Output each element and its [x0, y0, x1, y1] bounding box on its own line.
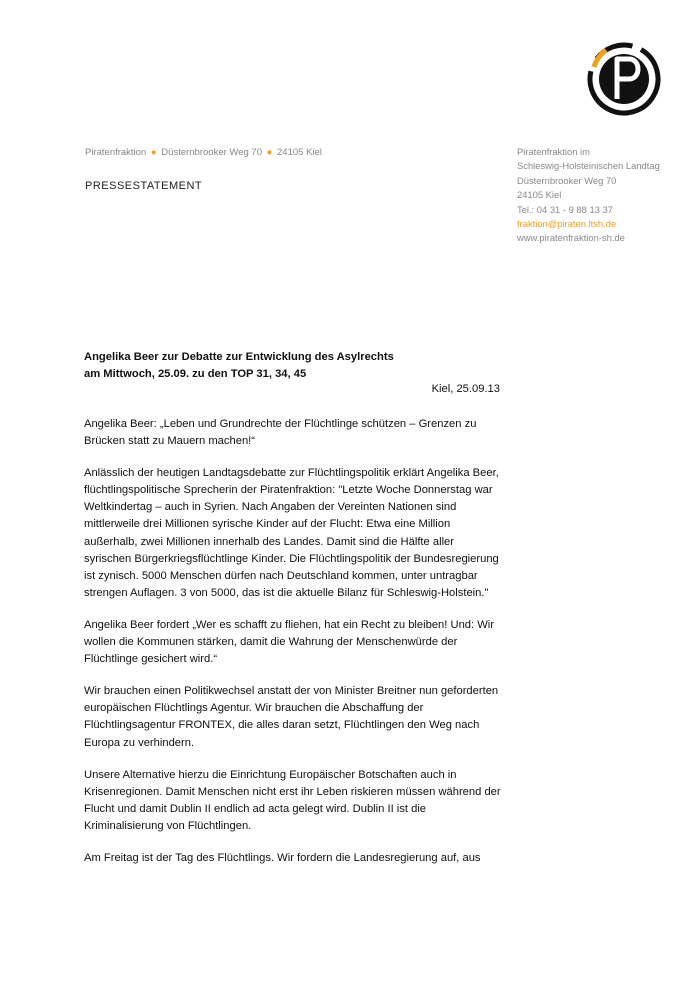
- bullet-dot-icon: ●: [150, 147, 157, 158]
- headline: [84, 349, 504, 383]
- address-block: [517, 145, 660, 246]
- email-link[interactable]: fraktion@piraten.ltsh.de: [517, 218, 617, 230]
- sender-city: 24105 Kiel: [277, 147, 322, 158]
- website-link[interactable]: www.piratenfraktion-sh.de: [517, 232, 625, 244]
- paragraph: Angelika Beer: „Leben und Grundrechte der Flüchtlinge schützen – Grenzen zu Brücken statt zu Mauern machen!“: [84, 418, 477, 448]
- paragraph: Anlässlich der heutigen Landtagsdebatte zur Flüchtlingspolitik erklärt Angelika Beer, flüchtlingspolitische Sprecherin der Piratenfraktion: "Letzte Woche Donnerstag war Weltkindertag – auch in Syrien. Nach Angaben der Vereinten Nationen sind mittlerweile drei Millionen syrische Kinder auf der Flucht: Etwa eine Million außerhalb, zwei Millionen innerhalb des Landes. Damit sind die Hälfte aller syrischen Bürgerkriegsflüchtlinge Kinder. Die Flüchtlingspolitik der Bundesregierung ist zynisch. 5000 Menschen dürfen nach Deutschland kommen, unter untragbar strengen Auflagen. 3 von 5000, das ist die aktuelle Bilanz für Schleswig-Holstein.": [84, 467, 499, 599]
- address-line: Düsternbrooker Weg 70: [517, 174, 617, 186]
- paragraph: Angelika Beer fordert „Wer es schafft zu fliehen, hat ein Recht zu bleiben! Und: Wir wollen die Kommunen stärken, damit die Wahrung der Menschenwürde der Flüchtlinge gesichert wird.“: [84, 618, 494, 666]
- address-line: 24105 Kiel: [517, 189, 562, 201]
- address-line: Piratenfraktion im: [517, 146, 590, 157]
- sender-line: [85, 147, 322, 158]
- bullet-dot-icon: ●: [266, 147, 273, 158]
- document-date: Kiel, 25.09.13: [431, 383, 500, 395]
- address-line: Schleswig-Holsteinischen Landtag: [517, 160, 660, 172]
- sender-street: Düsternbrooker Weg 70: [161, 147, 262, 158]
- paragraph: Am Freitag ist der Tag des Flüchtlings. Wir fordern die Landesregierung auf, aus: [84, 851, 481, 864]
- phone-number: Tel.: 04 31 - 9 88 13 37: [517, 203, 613, 215]
- paragraph: Wir brauchen einen Politikwechsel anstatt der von Minister Breitner nun geforderten europäischen Flüchtlings Agentur. Wir brauchen die Abschaffung der Flüchtlingsagentur FRONTEX, die alles daran setzt, Flüchtlingen den Weg nach Europa zu verhindern.: [84, 685, 499, 749]
- paragraph: Unsere Alternative hierzu die Einrichtung Europäischer Botschaften auch in Krisenregionen. Damit Menschen nicht erst ihr Leben riskieren müssen während der Flucht und damit Dublin II endlich ad acta gelegt wird. Dublin II ist die Kriminalisierung von Flüchtlingen.: [84, 768, 501, 832]
- body-text: [84, 416, 504, 882]
- headline-line: Angelika Beer zur Debatte zur Entwicklung des Asylrechts: [84, 351, 394, 363]
- pirate-party-logo-icon: [586, 37, 662, 121]
- sender-name: Piratenfraktion: [85, 147, 147, 158]
- document-type: PRESSESTATEMENT: [85, 180, 203, 192]
- headline-line: am Mittwoch, 25.09. zu den TOP 31, 34, 45: [84, 368, 307, 380]
